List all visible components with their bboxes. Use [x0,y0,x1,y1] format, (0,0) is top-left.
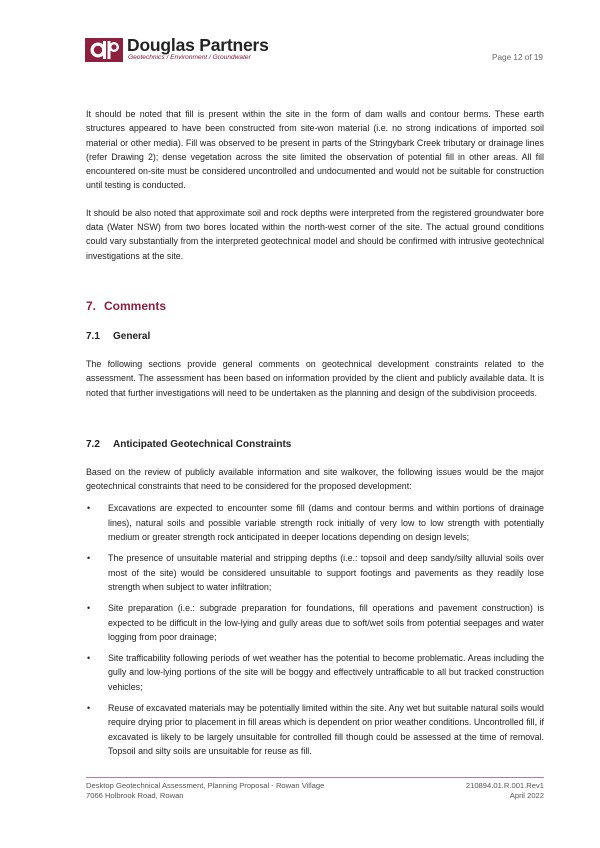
list-item [86,501,544,544]
bullet-icon: • [87,553,91,564]
subsection-number: 7.2 [86,438,100,450]
bullet-icon: • [87,603,91,614]
section-title: Comments [104,298,167,313]
logo-tagline: Geotechnics / Environment / Groundwater [128,54,251,61]
general-paragraph: The following sections provide general comments on geotechnical development constraints related to the assessment. The assessment has been based on information provided by the client and publicly available data. It is noted that further investigations will need to be undertaken as the planning and design of the subdivision proceeds. [86,358,544,398]
footer-report-number: 210894.01.R.001.Rev1 [465,781,544,790]
subsection-number: 7.1 [86,330,100,342]
list-item-text: Site trafficability following periods of wet weather has the potential to become problematic. Areas including the gully and low-lying portions of the site will be boggy and effectively untrafficable to all but tracked construction vehicles; [108,653,544,692]
subsection-title: Anticipated Geotechnical Constraints [113,438,292,450]
constraints-paragraph: Based on the review of publicly available information and site walkover, the following issues would be the major geotechnical constraints that need to be considered for the proposed development: [86,466,544,492]
list-item [86,601,544,644]
list-item [86,651,544,694]
logo-company-name: Douglas Partners [127,35,269,55]
footer-address: 7066 Holbrook Road, Rowan [86,790,184,800]
main-content [86,107,544,765]
subsection-heading-general [86,330,544,343]
intro-paragraph-depths: It should be also noted that approximate soil and rock depths were interpreted from the registered groundwater bore data (Water NSW) from two bores located within the north-west corner of the site. The actual ground conditions could vary substantially from the interpreted geotechnical model and should be confirmed with intrusive geotechnical investigations at the site. [86,207,544,261]
company-logo [85,36,275,64]
douglas-partners-logo-icon [85,38,123,62]
footer-date: April 2022 [509,790,544,800]
list-item [86,551,544,594]
subsection-title: General [113,330,151,342]
footer-document-info [466,781,544,800]
section-heading-comments [86,299,544,314]
bullet-icon: • [87,703,91,714]
list-item-text: Reuse of excavated materials may be potentially limited within the site. Any wet but suitable natural soils would require drying prior to placement in fill areas which is dependent on prior weather conditions. Uncontrolled fill, if excavated is likely to be largely unsuitable for controlled fill though could be assessed at the time of removal. Topsoil and silty soils are unsuitable for reuse as fill. [108,703,544,756]
list-item [86,701,544,758]
list-item-text: Site preparation (i.e.: subgrade preparation for foundations, fill operations and pavement construction) is expected to be difficult in the low-lying and gully areas due to soft/wet soils from potential seepages and water logging from poor drainage; [108,603,544,642]
section-number: 7. [86,298,97,313]
list-item-text: Excavations are expected to encounter some fill (dams and contour berms and within portions of drainage lines), natural soils and possible variable strength rock initially of very low to low strength with potentially medium or greater strength rock anticipated in deeper locations depending on design levels; [108,503,544,543]
footer-report-title: Desktop Geotechnical Assessment, Planning Proposal - Rowan Village [86,781,325,790]
list-item-text: The presence of unsuitable material and stripping depths (i.e.: topsoil and deep sandy/silty alluvial soils over most of the site) would be considered unsuitable to support footings and pavements as they readily lose strength when subject to water infiltration; [108,553,544,592]
footer-divider [86,777,544,778]
constraints-list [86,501,544,758]
intro-paragraph-fill: It should be noted that fill is present within the site in the form of dam walls and contour berms. These earth structures appeared to have been constructed from site-won material (i.e. no strong indications of imported soil material or other media). Fill was observed to be present in parts of the Stringybark Creek tributary or drainage lines (refer Drawing 2); dense vegetation across the site limited the observation of potential fill in other areas. All fill encountered on-site must be considered uncontrolled and undocumented and would not be suitable for construction until testing is conducted. [86,109,544,191]
bullet-icon: • [87,653,91,664]
page-number: Page 12 of 19 [492,53,543,62]
subsection-heading-constraints [86,438,544,451]
footer-project-info [86,781,324,800]
bullet-icon: • [87,503,91,514]
